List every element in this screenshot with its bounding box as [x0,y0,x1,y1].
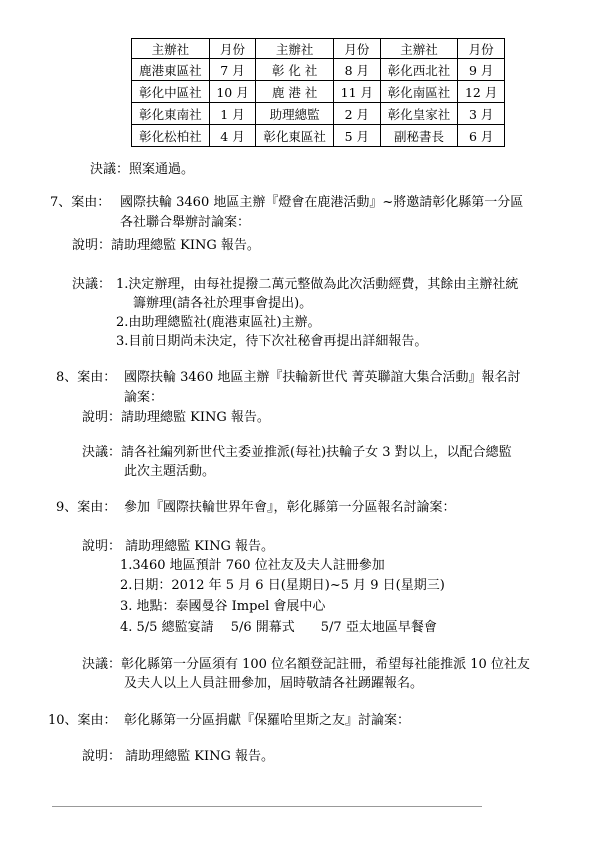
table-cell: 5 月 [334,125,381,147]
table-row [132,81,505,103]
item-8-title: 國際扶輪 3460 地區主辦『扶輪新世代 菁英聯誼大集合活動』報名討 [124,370,521,385]
footer-divider [52,806,482,807]
table-cell: 鹿 港 社 [256,81,334,103]
item-7-decision-1: 1.決定辦理，由每社提撥二萬元整做為此次活動經費，其餘由主辦社統 [116,277,519,292]
host-schedule-table [131,38,505,147]
table-cell: 4 月 [209,125,256,147]
item-9-title: 參加『國際扶輪世界年會』，彰化縣第一分區報名討論案： [124,500,456,515]
header-host: 主辦社 [256,39,334,59]
item-9-decision: 決議：彰化縣第一分區須有 100 位名額登記註冊，希望每社能推派 10 位社友 [82,657,530,672]
table-cell: 10 月 [209,81,256,103]
item-7-label: 7、案由： [50,195,111,210]
item-8-decision-cont: 此次主題活動。 [124,464,216,479]
header-host: 主辦社 [132,39,210,59]
resolution-approved: 決議：照案通過。 [90,162,195,177]
table-cell: 彰化皇家社 [380,103,458,125]
item-10-label: 10、案由： [48,713,117,728]
table-cell: 12 月 [458,81,505,103]
item-7-decision-2: 2.由助理總監社(鹿港東區社)主辦。 [116,315,321,330]
item-9-point-3: 3. 地點：泰國曼谷 Impel 會展中心 [120,599,326,614]
item-8-title-cont: 論案： [124,390,164,405]
table-header-row [132,39,505,59]
header-month: 月份 [334,39,381,59]
item-7-title-cont: 各社聯合舉辦討論案： [120,215,251,230]
item-7-explanation: 說明：請助理總監 KING 報告。 [72,238,260,253]
item-7-title: 國際扶輪 3460 地區主辦『燈會在鹿港活動』~將邀請彰化縣第一分區 [120,195,524,210]
item-9-explanation: 說明： 請助理總監 KING 報告。 [82,539,275,554]
item-9-decision-cont: 及夫人以上人員註冊參加，屆時敬請各社踴躍報名。 [124,676,424,691]
table-cell: 2 月 [334,103,381,125]
item-9-label: 9、案由： [56,500,117,515]
table-cell: 3 月 [458,103,505,125]
item-10-title: 彰化縣第一分區捐獻『保羅哈里斯之友』討論案： [124,713,411,728]
table-cell: 9 月 [458,59,505,81]
table-cell: 彰化松柏社 [132,125,210,147]
header-host: 主辦社 [380,39,458,59]
table-cell: 彰化南區社 [380,81,458,103]
item-7-decision-1-cont: 籌辦理(請各社於理事會提出)。 [133,296,313,311]
item-9-point-2: 2.日期：2012 年 5 月 6 日(星期日)~5 月 9 日(星期三) [120,578,445,593]
item-9-point-4: 4. 5/5 總監宴請 5/6 開幕式 5/7 亞太地區早餐會 [120,620,437,635]
item-7-decision-label: 決議： [72,277,112,292]
table-cell: 鹿港東區社 [132,59,210,81]
table-cell: 彰 化 社 [256,59,334,81]
table-cell: 8 月 [334,59,381,81]
item-8-decision: 決議：請各社編列新世代主委並推派(每社)扶輪子女 3 對以上，以配合總監 [82,445,512,460]
table-cell: 7 月 [209,59,256,81]
table-cell: 助理總監 [256,103,334,125]
header-month: 月份 [458,39,505,59]
table-cell: 彰化東南社 [132,103,210,125]
table-row [132,59,505,81]
table-row [132,103,505,125]
item-7-decision-3: 3.目前日期尚未決定，待下次社秘會再提出詳細報告。 [116,334,428,349]
table-cell: 彰化東區社 [256,125,334,147]
table-cell: 11 月 [334,81,381,103]
table-cell: 1 月 [209,103,256,125]
item-10-explanation: 說明： 請助理總監 KING 報告。 [82,749,275,764]
item-8-explanation: 說明：請助理總監 KING 報告。 [82,410,270,425]
item-9-point-1: 1.3460 地區預計 760 位社友及夫人註冊參加 [120,558,385,573]
item-8-label: 8、案由： [56,370,117,385]
table-row [132,125,505,147]
header-month: 月份 [209,39,256,59]
table-cell: 彰化西北社 [380,59,458,81]
table-cell: 6 月 [458,125,505,147]
table-cell: 副秘書長 [380,125,458,147]
table-cell: 彰化中區社 [132,81,210,103]
